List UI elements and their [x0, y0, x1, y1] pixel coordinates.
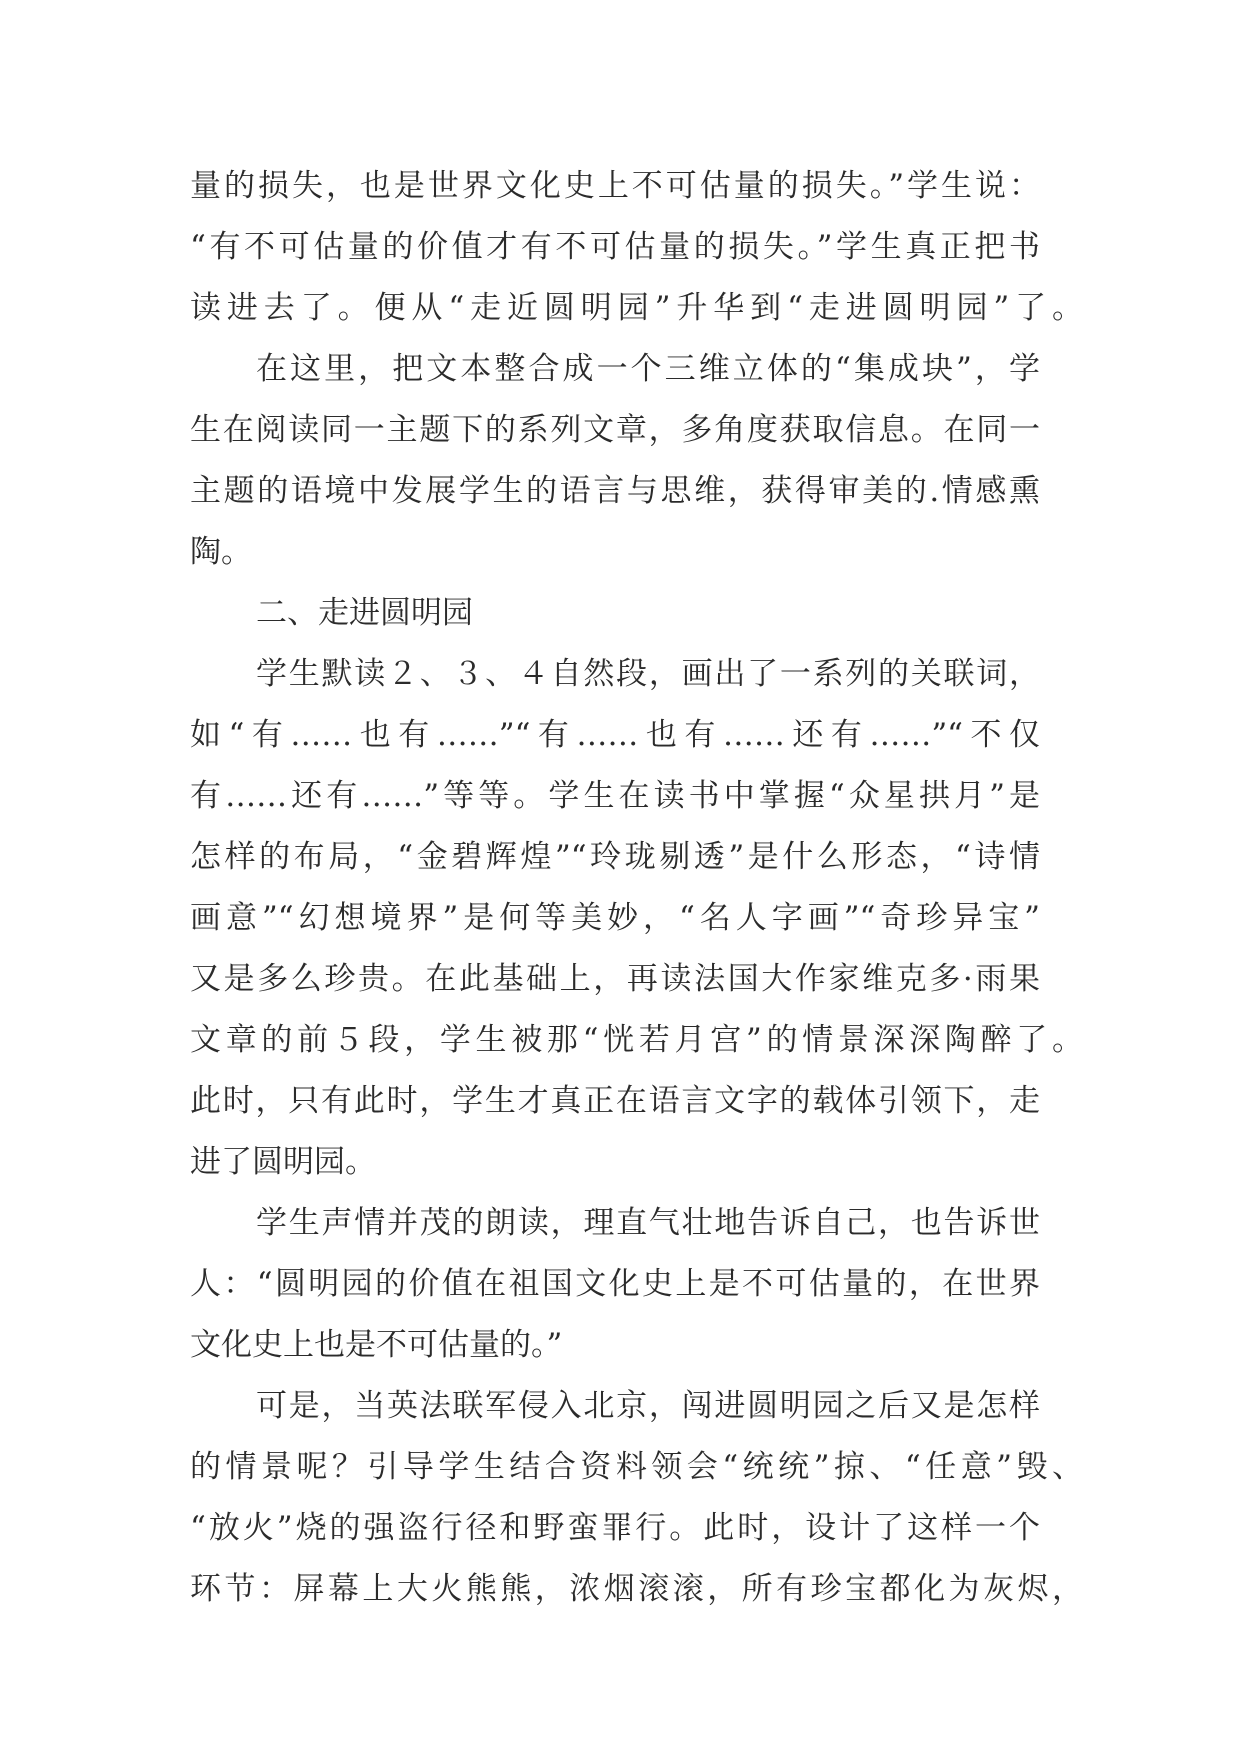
text-line: 陶。: [190, 534, 252, 570]
section-heading: 二、走进圆明园: [256, 595, 473, 631]
text-line: 文化史上也是不可估量的。”: [190, 1327, 563, 1363]
text-line: 如“有……也有……”“有……也有……还有……”“不仅: [190, 717, 1040, 753]
text-line: 进了圆明园。: [190, 1144, 376, 1180]
text-line: 读进去了。便从“走近圆明园”升华到“走进圆明园”了。: [190, 290, 1083, 326]
text-line: 在这里，把文本整合成一个三维立体的“集成块”，学: [256, 351, 1040, 387]
text-line: “放火”烧的强盗行径和野蛮罪行。此时，设计了这样一个: [190, 1510, 1040, 1546]
text-line: 学生声情并茂的朗读，理直气壮地告诉自己，也告诉世: [256, 1205, 1040, 1241]
text-line: 文章的前５段，学生被那“恍若月宫”的情景深深陶醉了。: [190, 1022, 1083, 1058]
text-line: 环节：屏幕上大火熊熊，浓烟滚滚，所有珍宝都化为灰烬，: [190, 1571, 1083, 1607]
text-line: 可是，当英法联军侵入北京，闯进圆明园之后又是怎样: [256, 1388, 1040, 1424]
text-line: 的情景呢？引导学生结合资料领会“统统”掠、“任意”毁、: [190, 1449, 1083, 1485]
text-line: 又是多么珍贵。在此基础上，再读法国大作家维克多·雨果: [190, 961, 1040, 997]
text-line: 人：“圆明园的价值在祖国文化史上是不可估量的，在世界: [190, 1266, 1040, 1302]
text-line: 主题的语境中发展学生的语言与思维，获得审美的.情感熏: [190, 473, 1040, 509]
text-line: 此时，只有此时，学生才真正在语言文字的载体引领下，走: [190, 1083, 1040, 1119]
text-line: “有不可估量的价值才有不可估量的损失。”学生真正把书: [190, 229, 1040, 265]
text-line: 量的损失，也是世界文化史上不可估量的损失。”学生说：: [190, 168, 1040, 204]
text-line: 有……还有……”等等。学生在读书中掌握“众星拱月”是: [190, 778, 1040, 814]
text-line: 学生默读２、３、４自然段，画出了一系列的关联词，: [256, 656, 1040, 692]
text-line: 画意”“幻想境界”是何等美妙，“名人字画”“奇珍异宝”: [190, 900, 1040, 936]
text-line: 怎样的布局，“金碧辉煌”“玲珑剔透”是什么形态，“诗情: [190, 839, 1040, 875]
text-line: 生在阅读同一主题下的系列文章，多角度获取信息。在同一: [190, 412, 1040, 448]
